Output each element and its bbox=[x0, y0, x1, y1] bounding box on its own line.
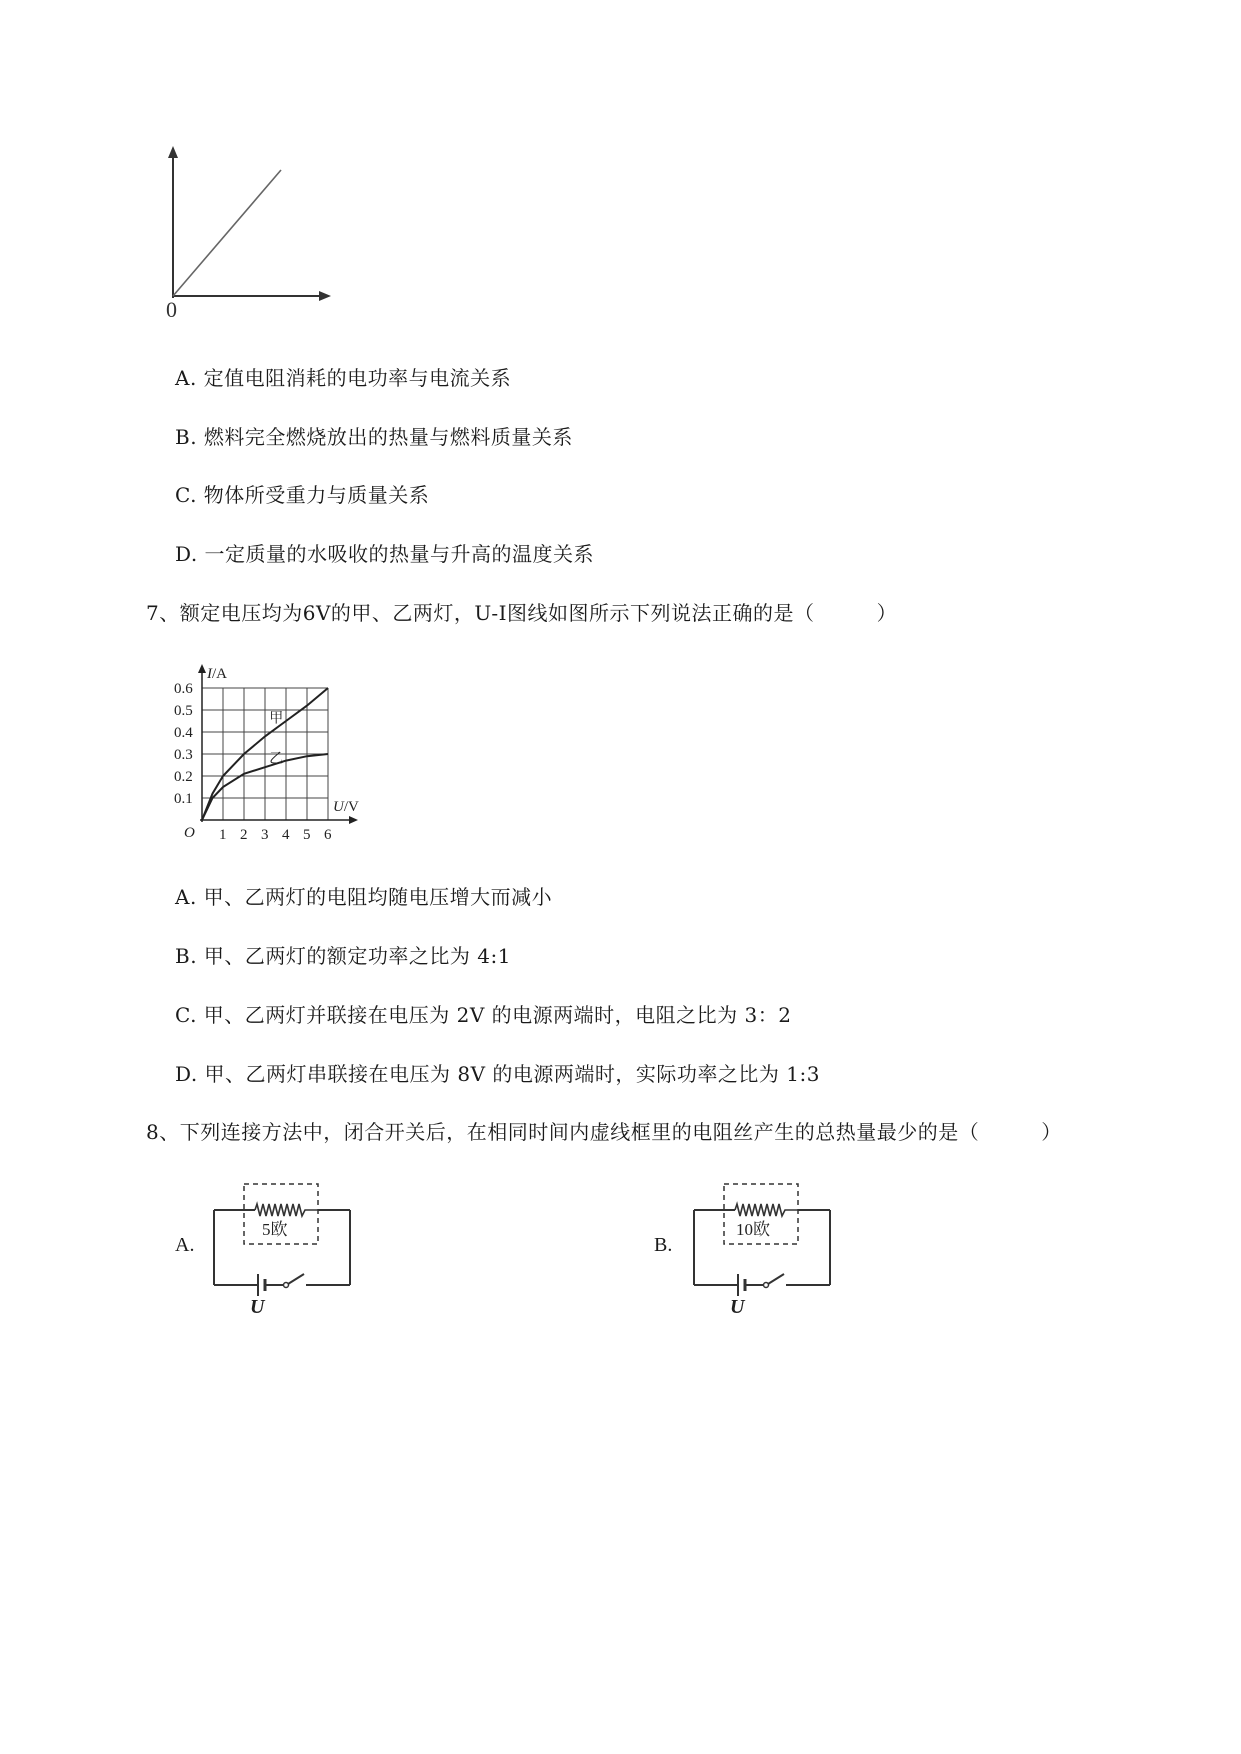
y-tick-label: 0.4 bbox=[174, 725, 193, 741]
q7-stem-text: 7、额定电压均为6V的甲、乙两灯，U-I图线如图所示下列说法正确的是（ bbox=[146, 601, 815, 625]
x-tick-label: 4 bbox=[282, 827, 290, 843]
origin-label: O bbox=[184, 825, 195, 841]
q6-proportional-line bbox=[173, 170, 281, 296]
q6-option-c: C. 物体所受重力与质量关系 bbox=[175, 483, 430, 507]
q8-stem bbox=[146, 1118, 1062, 1146]
series-label-yi: 乙 bbox=[269, 752, 284, 768]
q8-circuit-a bbox=[210, 1180, 370, 1330]
x-tick-label: 6 bbox=[324, 827, 332, 843]
q8-a-resistor-label: 5欧 bbox=[262, 1220, 288, 1239]
q8-a-switch-blade bbox=[288, 1274, 304, 1284]
x-axis-arrow bbox=[349, 816, 358, 824]
q8-option-a-label: A. bbox=[175, 1234, 195, 1256]
q8-a-source-label: U bbox=[250, 1296, 265, 1318]
y-tick-label: 0.6 bbox=[174, 681, 193, 697]
q8-b-source-label: U bbox=[730, 1296, 745, 1318]
q8-circuit-b bbox=[690, 1180, 850, 1330]
y-axis-label: I/A bbox=[207, 666, 227, 682]
x-tick-label: 5 bbox=[303, 827, 311, 843]
q8-stem-text: 8、下列连接方法中，闭合开关后，在相同时间内虚线框里的电阻丝产生的总热量最少的是（ bbox=[146, 1120, 980, 1144]
q8-close-paren: ） bbox=[1041, 1120, 1062, 1144]
y-axis-arrow bbox=[198, 664, 206, 673]
q7-option-b: B. 甲、乙两灯的额定功率之比为 4:1 bbox=[175, 944, 511, 968]
q6-option-a: A. 定值电阻消耗的电功率与电流关系 bbox=[175, 366, 512, 390]
q6-option-b: B. 燃料完全燃烧放出的热量与燃料质量关系 bbox=[175, 425, 573, 449]
q8-a-resistor-wire bbox=[255, 1204, 318, 1216]
series-label-jia: 甲 bbox=[269, 711, 284, 727]
q6-x-arrow bbox=[319, 291, 331, 301]
q7-option-d: D. 甲、乙两灯串联接在电压为 8V 的电源两端时，实际功率之比为 1:3 bbox=[175, 1062, 820, 1086]
q7-ui-chart bbox=[174, 660, 420, 860]
q6-graph bbox=[155, 140, 355, 330]
q6-option-d: D. 一定质量的水吸收的热量与升高的温度关系 bbox=[175, 542, 595, 566]
y-tick-label: 0.5 bbox=[174, 703, 193, 719]
y-tick-label: 0.3 bbox=[174, 747, 193, 763]
q7-close-paren: ） bbox=[876, 601, 898, 625]
x-tick-label: 3 bbox=[261, 827, 269, 843]
q8-option-b-label: B. bbox=[654, 1234, 673, 1256]
q7-option-a: A. 甲、乙两灯的电阻均随电压增大而减小 bbox=[175, 885, 553, 909]
q8-b-resistor-label: 10欧 bbox=[736, 1220, 770, 1239]
q8-b-switch-blade bbox=[768, 1274, 784, 1284]
x-axis-label: U/V bbox=[333, 799, 359, 815]
q7-option-c: C. 甲、乙两灯并联接在电压为 2V 的电源两端时，电阻之比为 3：2 bbox=[175, 1003, 792, 1027]
q7-stem bbox=[146, 599, 897, 627]
x-tick-label: 1 bbox=[219, 827, 227, 843]
y-tick-label: 0.1 bbox=[174, 791, 193, 807]
q8-b-resistor-wire bbox=[735, 1204, 798, 1216]
x-tick-label: 2 bbox=[240, 827, 248, 843]
q6-origin-label: 0 bbox=[166, 297, 177, 322]
y-tick-label: 0.2 bbox=[174, 769, 193, 785]
q6-y-arrow bbox=[168, 146, 178, 158]
